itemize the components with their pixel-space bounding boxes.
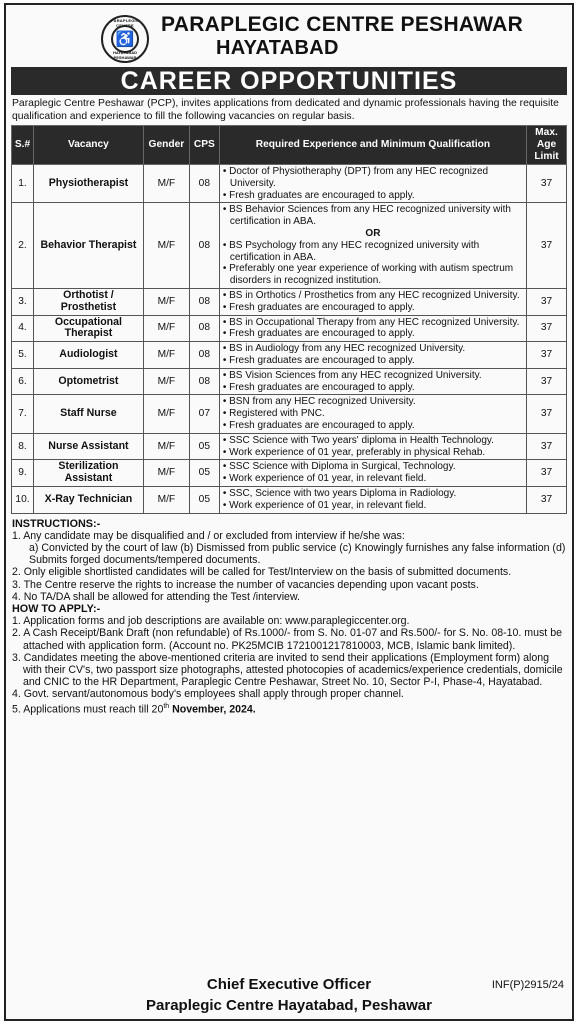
- row-age-limit: 37: [527, 342, 567, 369]
- instruction-item: 4. No TA/DA shall be allowed for attending the Test /interview.: [12, 590, 300, 603]
- row-requirements: [219, 368, 526, 395]
- logo: [101, 15, 149, 63]
- row-sno: 2.: [12, 203, 34, 289]
- row-cps: 05: [189, 433, 219, 460]
- row-age-limit: 37: [527, 203, 567, 289]
- logo-top-text: PARAPLEGIC CENTRE: [111, 18, 139, 28]
- row-age-limit: 37: [527, 433, 567, 460]
- row-vacancy: Nurse Assistant: [33, 433, 143, 460]
- row-cps: 05: [189, 486, 219, 513]
- row-age-limit: 37: [527, 165, 567, 203]
- requirement-line: • BSN from any HEC recognized University.: [222, 396, 416, 408]
- requirement-line: • BS in Orthotics / Prosthetics from any HEC recognized University.: [222, 289, 520, 301]
- row-gender: M/F: [143, 433, 189, 460]
- col-gender: Gender: [143, 126, 189, 165]
- row-cps: 08: [189, 165, 219, 203]
- row-gender: M/F: [143, 342, 189, 369]
- row-vacancy: Staff Nurse: [33, 395, 143, 433]
- requirement-line: • BS Psychology from any HEC recognized university with certification in ABA.: [222, 239, 480, 263]
- row-age-limit: 37: [527, 486, 567, 513]
- table-row: [12, 165, 567, 203]
- table-row: [12, 433, 567, 460]
- org-name: PARAPLEGIC CENTRE PESHAWAR: [161, 13, 524, 36]
- row-age-limit: 37: [527, 315, 567, 342]
- instruction-item: 3. The Centre reserve the rights to increase the number of vacancies depending upon vacant posts.: [12, 578, 479, 591]
- row-cps: 05: [189, 460, 219, 487]
- intro-text: Paraplegic Centre Peshawar (PCP), invites applications from dedicated and dynamic professionals having the requisite qualification and experience to fill the following vacancies on regular basis.: [12, 98, 559, 122]
- row-requirements: [219, 395, 526, 433]
- org-location: HAYATABAD: [216, 37, 339, 59]
- row-age-limit: 37: [527, 395, 567, 433]
- col-cps: CPS: [189, 126, 219, 165]
- table-row: [12, 395, 567, 433]
- requirement-line: • Work experience of 01 year, preferably in physical Rehab.: [222, 446, 486, 458]
- row-vacancy: Audiologist: [33, 342, 143, 369]
- reference-number: INF(P)2915/24: [491, 979, 564, 991]
- row-requirements: [219, 165, 526, 203]
- row-sno: 9.: [12, 460, 34, 487]
- header: [6, 5, 572, 67]
- row-vacancy: Occupational Therapist: [33, 315, 143, 342]
- signatory-address: Paraplegic Centre Hayatabad, Peshawar: [146, 997, 432, 1014]
- instructions-title: INSTRUCTIONS:-: [12, 517, 101, 530]
- table-row: [12, 288, 567, 315]
- deadline-prefix: 5. Applications must reach till 20: [12, 703, 164, 716]
- row-cps: 08: [189, 368, 219, 395]
- row-cps: 08: [189, 315, 219, 342]
- instruction-item: 1. Any candidate may be disqualified and / or excluded from interview if he/she was:: [12, 529, 405, 542]
- row-sno: 10.: [12, 486, 34, 513]
- requirement-line: • Fresh graduates are encouraged to apply.: [222, 189, 415, 201]
- requirement-line: • Fresh graduates are encouraged to apply.: [222, 419, 415, 431]
- row-vacancy: Sterilization Assistant: [33, 460, 143, 487]
- requirement-line: • Doctor of Physiotheraphy (DPT) from any HEC recognized University.: [222, 166, 489, 189]
- row-sno: 4.: [12, 315, 34, 342]
- apply-item: 4. Govt. servant/autonomous body's employees shall apply through proper channel.: [12, 688, 404, 701]
- row-age-limit: 37: [527, 288, 567, 315]
- row-requirements: [219, 203, 526, 289]
- instruction-item: 2. Only eligible shortlisted candidates will be called for Test/Interview on the basis of submitted documents.: [12, 566, 512, 579]
- row-sno: 3.: [12, 288, 34, 315]
- col-vacancy: Vacancy: [33, 126, 143, 165]
- row-requirements: [219, 460, 526, 487]
- row-sno: 6.: [12, 368, 34, 395]
- col-sno: S.#: [12, 126, 34, 165]
- row-age-limit: 37: [527, 460, 567, 487]
- apply-item: 1. Application forms and job descriptions are available on: www.paraplegiccenter.org.: [12, 615, 410, 628]
- row-gender: M/F: [143, 460, 189, 487]
- row-requirements: [219, 486, 526, 513]
- row-sno: 1.: [12, 165, 34, 203]
- requirement-line: • Registered with PNC.: [222, 408, 325, 420]
- requirement-line: • Fresh graduates are encouraged to apply.: [222, 354, 415, 366]
- logo-bottom-text: HAYATABAD PESHAWAR: [112, 50, 137, 60]
- deadline-date: November, 2024.: [169, 703, 256, 716]
- row-gender: M/F: [143, 165, 189, 203]
- row-gender: M/F: [143, 315, 189, 342]
- row-vacancy: Physiotherapist: [33, 165, 143, 203]
- row-vacancy: X-Ray Technician: [33, 486, 143, 513]
- table-row: [12, 315, 567, 342]
- requirement-line: • Fresh graduates are encouraged to apply.: [222, 301, 415, 313]
- requirement-line: • Preferably one year experience of working with autism spectrum disorders in recognized institution.: [222, 263, 514, 287]
- table-header: [12, 126, 567, 165]
- row-gender: M/F: [143, 486, 189, 513]
- row-requirements: [219, 433, 526, 460]
- table-row: [12, 342, 567, 369]
- row-gender: M/F: [143, 203, 189, 289]
- row-cps: 08: [189, 288, 219, 315]
- requirement-line: • SSC Science with Diploma in Surgical, Technology.: [222, 461, 456, 473]
- requirement-line: • BS Behavior Sciences from any HEC recognized university with certification in ABA.: [222, 204, 511, 228]
- table-row: [12, 486, 567, 513]
- table-row: [12, 460, 567, 487]
- requirement-line: • BS in Audiology from any HEC recognized University.: [222, 343, 466, 355]
- requirement-line: • BS Vision Sciences from any HEC recognized University.: [222, 369, 482, 381]
- col-requirements: Required Experience and Minimum Qualification: [219, 126, 526, 165]
- requirement-line: • SSC Science with Two years' diploma in Health Technology.: [222, 434, 494, 446]
- row-cps: 08: [189, 203, 219, 289]
- signatory-title: Chief Executive Officer: [206, 976, 372, 993]
- row-cps: 08: [189, 342, 219, 369]
- deadline-sup: th: [163, 702, 170, 710]
- row-requirements: [219, 288, 526, 315]
- instruction-subitem: a) Convicted by the court of law (b) Dismissed from public service (c) Knowingly furnishes any false information (d) Submits forged documents/tempered documents.: [29, 541, 566, 567]
- row-vacancy: Optometrist: [33, 368, 143, 395]
- requirement-line: • BS in Occupational Therapy from any HEC recognized University.: [222, 316, 520, 328]
- row-gender: M/F: [143, 395, 189, 433]
- page-title: CAREER OPPORTUNITIES: [11, 67, 567, 95]
- row-gender: M/F: [143, 288, 189, 315]
- col-age-limit: Max. Age Limit: [527, 126, 567, 165]
- row-gender: M/F: [143, 368, 189, 395]
- wheelchair-icon: ♿: [111, 25, 139, 53]
- requirement-line: • Fresh graduates are encouraged to apply.: [222, 328, 415, 340]
- row-sno: 5.: [12, 342, 34, 369]
- row-requirements: [219, 315, 526, 342]
- requirement-line: • Work experience of 01 year, in relevant field.: [222, 473, 427, 485]
- advertisement-page: [4, 3, 574, 1021]
- requirement-line: • Work experience of 01 year, in relevant field.: [222, 499, 427, 511]
- requirement-line: • Fresh graduates are encouraged to apply.: [222, 381, 415, 393]
- how-to-apply-title: HOW TO APPLY:-: [12, 602, 101, 615]
- table-row: [12, 368, 567, 395]
- row-vacancy: Behavior Therapist: [33, 203, 143, 289]
- row-cps: 07: [189, 395, 219, 433]
- apply-item: 3. Candidates meeting the above-mentioned criteria are invited to send their applications (Employment form) along with their CV's, two passport size photographs, attested photocopies of academics/experience credentials, domicile and CNIC to the HR Department, Paraplegic Centre Peshawar, Street No. 10, Sector P-I, Phase-4, Hayatabad.: [12, 651, 563, 689]
- vacancy-table: [11, 125, 567, 514]
- row-age-limit: 37: [527, 368, 567, 395]
- deadline-item: [12, 701, 566, 716]
- row-vacancy: Orthotist / Prosthetist: [33, 288, 143, 315]
- row-sno: 8.: [12, 433, 34, 460]
- requirement-line: • SSC, Science with two years Diploma in Radiology.: [222, 487, 457, 499]
- apply-item: 2. A Cash Receipt/Bank Draft (non refundable) of Rs.1000/- from S. No. 01-07 and Rs.500/- for S. No. 08-10. must be attached with application form. (Account no. PK25MCIB 1721001217810003, MCB, Islamic bank limited).: [12, 627, 562, 652]
- or-separator: OR: [365, 227, 381, 239]
- instructions-section: [12, 518, 566, 716]
- table-row: [12, 203, 567, 289]
- row-sno: 7.: [12, 395, 34, 433]
- row-requirements: [219, 342, 526, 369]
